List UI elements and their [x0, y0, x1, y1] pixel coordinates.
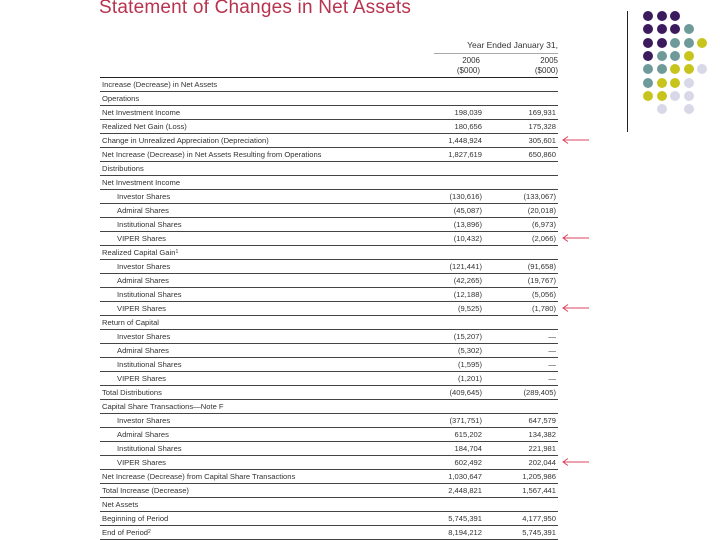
row-label-text: Change in Unrealized Appreciation (Depreciation) [102, 136, 269, 145]
column-year: 2006 [462, 56, 480, 65]
table-row [100, 442, 558, 456]
row-label-text: VIPER Shares [117, 374, 166, 383]
value-2006 [410, 92, 484, 106]
table-row [100, 148, 558, 162]
dot-teal [643, 78, 653, 88]
dot-purple [657, 24, 667, 34]
table-row [100, 526, 558, 540]
table-row [100, 428, 558, 442]
table-row [100, 456, 558, 470]
value-2006 [410, 246, 484, 260]
value-2005 [484, 92, 558, 106]
value-2005: 650,860 [484, 148, 558, 162]
row-label [100, 526, 410, 540]
row-label-text: Investor Shares [117, 332, 171, 341]
row-label [100, 470, 410, 484]
value-2005 [484, 498, 558, 512]
dot-purple [643, 51, 653, 61]
row-label [100, 176, 410, 190]
row-label-text: Distributions [102, 164, 144, 173]
table-row [100, 260, 558, 274]
value-2006: (1,201) [410, 372, 484, 386]
row-label-text: Return of Capital [102, 318, 159, 327]
dot-lavender [670, 91, 680, 101]
row-label [100, 120, 410, 134]
row-label [100, 190, 410, 204]
value-2005: 4,177,950 [484, 512, 558, 526]
dot-purple [643, 11, 653, 21]
row-label-text: Net Investment Income [102, 108, 181, 117]
table-row [100, 386, 558, 400]
row-label-text: Institutional Shares [117, 444, 182, 453]
left-arrow-icon [562, 136, 590, 144]
row-label-text: Investor Shares [117, 416, 171, 425]
left-arrow-icon [562, 458, 590, 466]
column-unit: ($000) [534, 66, 558, 75]
value-2005: 305,601 [484, 134, 558, 148]
value-2005: (19,767) [484, 274, 558, 288]
dot-purple [657, 38, 667, 48]
row-label-text: Net Increase (Decrease) in Net Assets Resulting from Operations [102, 150, 322, 159]
value-2006: 180,656 [410, 120, 484, 134]
dot-olive [684, 51, 694, 61]
table-row [100, 204, 558, 218]
value-2005: 202,044 [484, 456, 558, 470]
value-2006 [410, 400, 484, 414]
value-2005: (6,973) [484, 218, 558, 232]
value-2005 [484, 316, 558, 330]
row-label [100, 442, 410, 456]
value-2006: (45,087) [410, 204, 484, 218]
dot-purple [643, 24, 653, 34]
row-label-text: Institutional Shares [117, 360, 182, 369]
value-2005: 169,931 [484, 106, 558, 120]
row-label [100, 484, 410, 498]
row-label [100, 428, 410, 442]
row-label [100, 512, 410, 526]
dot-lavender [684, 78, 694, 88]
row-label-text: Operations [102, 94, 140, 103]
row-label-text: Net Investment Income [102, 178, 181, 187]
value-2006: 1,448,924 [410, 134, 484, 148]
row-label-text: Admiral Shares [117, 346, 169, 355]
table-row [100, 134, 558, 148]
row-label [100, 344, 410, 358]
dot-purple [643, 38, 653, 48]
dot-teal [657, 64, 667, 74]
row-label-text: Net Increase (Decrease) from Capital Share Transactions [102, 472, 296, 481]
table-row [100, 190, 558, 204]
row-label-text: VIPER Shares [117, 458, 166, 467]
dot-olive [684, 64, 694, 74]
value-2006: (409,645) [410, 386, 484, 400]
dot-teal [670, 51, 680, 61]
value-2005: 1,567,441 [484, 484, 558, 498]
row-label-text: Total Increase (Decrease) [102, 486, 189, 495]
value-2005: (91,658) [484, 260, 558, 274]
dot-lavender [684, 104, 694, 114]
row-label-text: Institutional Shares [117, 220, 182, 229]
row-label [100, 162, 410, 176]
value-2005: 221,981 [484, 442, 558, 456]
table-row [100, 484, 558, 498]
row-label [100, 246, 410, 260]
dot-lavender [657, 104, 667, 114]
row-label [100, 498, 410, 512]
dot-olive [657, 91, 667, 101]
dot-purple [670, 11, 680, 21]
table-row [100, 246, 558, 260]
row-label [100, 260, 410, 274]
row-label-text: Capital Share Transactions—Note F [102, 402, 224, 411]
table-row [100, 372, 558, 386]
row-label [100, 274, 410, 288]
table-row [100, 106, 558, 120]
value-2005: 1,205,986 [484, 470, 558, 484]
table-row [100, 302, 558, 316]
value-2006: (15,207) [410, 330, 484, 344]
value-2006 [410, 176, 484, 190]
dot-teal [670, 38, 680, 48]
value-2006: 1,030,647 [410, 470, 484, 484]
table-row [100, 92, 558, 106]
value-2005: (289,405) [484, 386, 558, 400]
row-label [100, 358, 410, 372]
value-2006: (371,751) [410, 414, 484, 428]
value-2006: 5,745,391 [410, 512, 484, 526]
period-header: Year Ended January 31, [434, 40, 558, 54]
value-2005: (133,067) [484, 190, 558, 204]
value-2005: 5,745,391 [484, 526, 558, 540]
row-label-text: Realized Capital Gain [102, 248, 176, 257]
footnote-marker: 1 [175, 249, 179, 255]
row-label-text: Admiral Shares [117, 276, 169, 285]
row-label [100, 134, 410, 148]
value-2006 [410, 316, 484, 330]
dot-teal [684, 24, 694, 34]
table-row [100, 288, 558, 302]
table-row [100, 274, 558, 288]
table-row [100, 344, 558, 358]
row-label [100, 456, 410, 470]
value-2005 [484, 400, 558, 414]
row-label-text: Investor Shares [117, 262, 171, 271]
dot-olive [670, 78, 680, 88]
table-row [100, 78, 558, 92]
column-header-2005 [498, 56, 558, 76]
row-label [100, 232, 410, 246]
value-2006: 198,039 [410, 106, 484, 120]
dot-purple [670, 24, 680, 34]
row-label [100, 204, 410, 218]
dot-lavender [684, 91, 694, 101]
table-row [100, 400, 558, 414]
row-label-text: Investor Shares [117, 192, 171, 201]
value-2005: — [484, 344, 558, 358]
row-label-text: Institutional Shares [117, 290, 182, 299]
value-2005 [484, 78, 558, 92]
row-label-text: VIPER Shares [117, 304, 166, 313]
table-row [100, 316, 558, 330]
row-label-text: Total Distributions [102, 388, 162, 397]
dot-teal [657, 51, 667, 61]
table-row [100, 414, 558, 428]
divider-line [627, 11, 628, 132]
row-label [100, 218, 410, 232]
value-2005: (5,056) [484, 288, 558, 302]
row-label-text: Increase (Decrease) in Net Assets [102, 80, 218, 89]
statement-table [100, 77, 558, 540]
row-label-text: End of Period [102, 528, 149, 537]
value-2006: 602,492 [410, 456, 484, 470]
row-label [100, 148, 410, 162]
value-2006: (10,432) [410, 232, 484, 246]
dot-lavender [697, 64, 707, 74]
row-label [100, 400, 410, 414]
left-arrow-icon [562, 304, 590, 312]
row-label [100, 106, 410, 120]
value-2006: 184,704 [410, 442, 484, 456]
value-2005 [484, 176, 558, 190]
value-2005: 175,328 [484, 120, 558, 134]
value-2006: (121,441) [410, 260, 484, 274]
table-row [100, 120, 558, 134]
value-2006: 2,448,821 [410, 484, 484, 498]
row-label [100, 330, 410, 344]
footnote-marker: 2 [148, 529, 151, 535]
value-2005 [484, 162, 558, 176]
column-header-2006 [430, 56, 480, 76]
value-2006: (130,616) [410, 190, 484, 204]
value-2005: 647,579 [484, 414, 558, 428]
value-2005: — [484, 372, 558, 386]
row-label [100, 414, 410, 428]
table-row [100, 470, 558, 484]
row-label-text: Net Assets [102, 500, 139, 509]
value-2005: — [484, 330, 558, 344]
row-label-text: VIPER Shares [117, 234, 166, 243]
dot-olive [643, 91, 653, 101]
row-label [100, 92, 410, 106]
value-2005: 134,382 [484, 428, 558, 442]
value-2005: (1,780) [484, 302, 558, 316]
value-2005 [484, 246, 558, 260]
row-label-text: Realized Net Gain (Loss) [102, 122, 187, 131]
value-2006: (13,896) [410, 218, 484, 232]
left-arrow-icon [562, 234, 590, 242]
value-2005: (2,066) [484, 232, 558, 246]
table-row [100, 232, 558, 246]
value-2006: (5,302) [410, 344, 484, 358]
table-row [100, 330, 558, 344]
value-2006: 1,827,619 [410, 148, 484, 162]
dot-olive [697, 38, 707, 48]
dot-teal [643, 64, 653, 74]
value-2005: — [484, 358, 558, 372]
table-row [100, 162, 558, 176]
value-2006: 615,202 [410, 428, 484, 442]
table-row [100, 512, 558, 526]
dot-teal [684, 38, 694, 48]
row-label-text: Admiral Shares [117, 206, 169, 215]
value-2006 [410, 498, 484, 512]
row-label-text: Beginning of Period [102, 514, 169, 523]
value-2006 [410, 78, 484, 92]
value-2006: (42,265) [410, 274, 484, 288]
dot-olive [670, 64, 680, 74]
table-row [100, 498, 558, 512]
table-row [100, 358, 558, 372]
value-2005: (20,018) [484, 204, 558, 218]
row-label-text: Admiral Shares [117, 430, 169, 439]
row-label [100, 386, 410, 400]
row-label [100, 372, 410, 386]
value-2006 [410, 162, 484, 176]
row-label [100, 302, 410, 316]
table-row [100, 218, 558, 232]
column-year: 2005 [540, 56, 558, 65]
page-title: Statement of Changes in Net Assets [99, 0, 412, 18]
row-label [100, 288, 410, 302]
dot-purple [657, 11, 667, 21]
table-row [100, 176, 558, 190]
value-2006: (1,595) [410, 358, 484, 372]
value-2006: (12,188) [410, 288, 484, 302]
column-unit: ($000) [456, 66, 480, 75]
dot-olive [657, 78, 667, 88]
value-2006: (9,525) [410, 302, 484, 316]
value-2006: 8,194,212 [410, 526, 484, 540]
row-label [100, 316, 410, 330]
row-label [100, 78, 410, 92]
